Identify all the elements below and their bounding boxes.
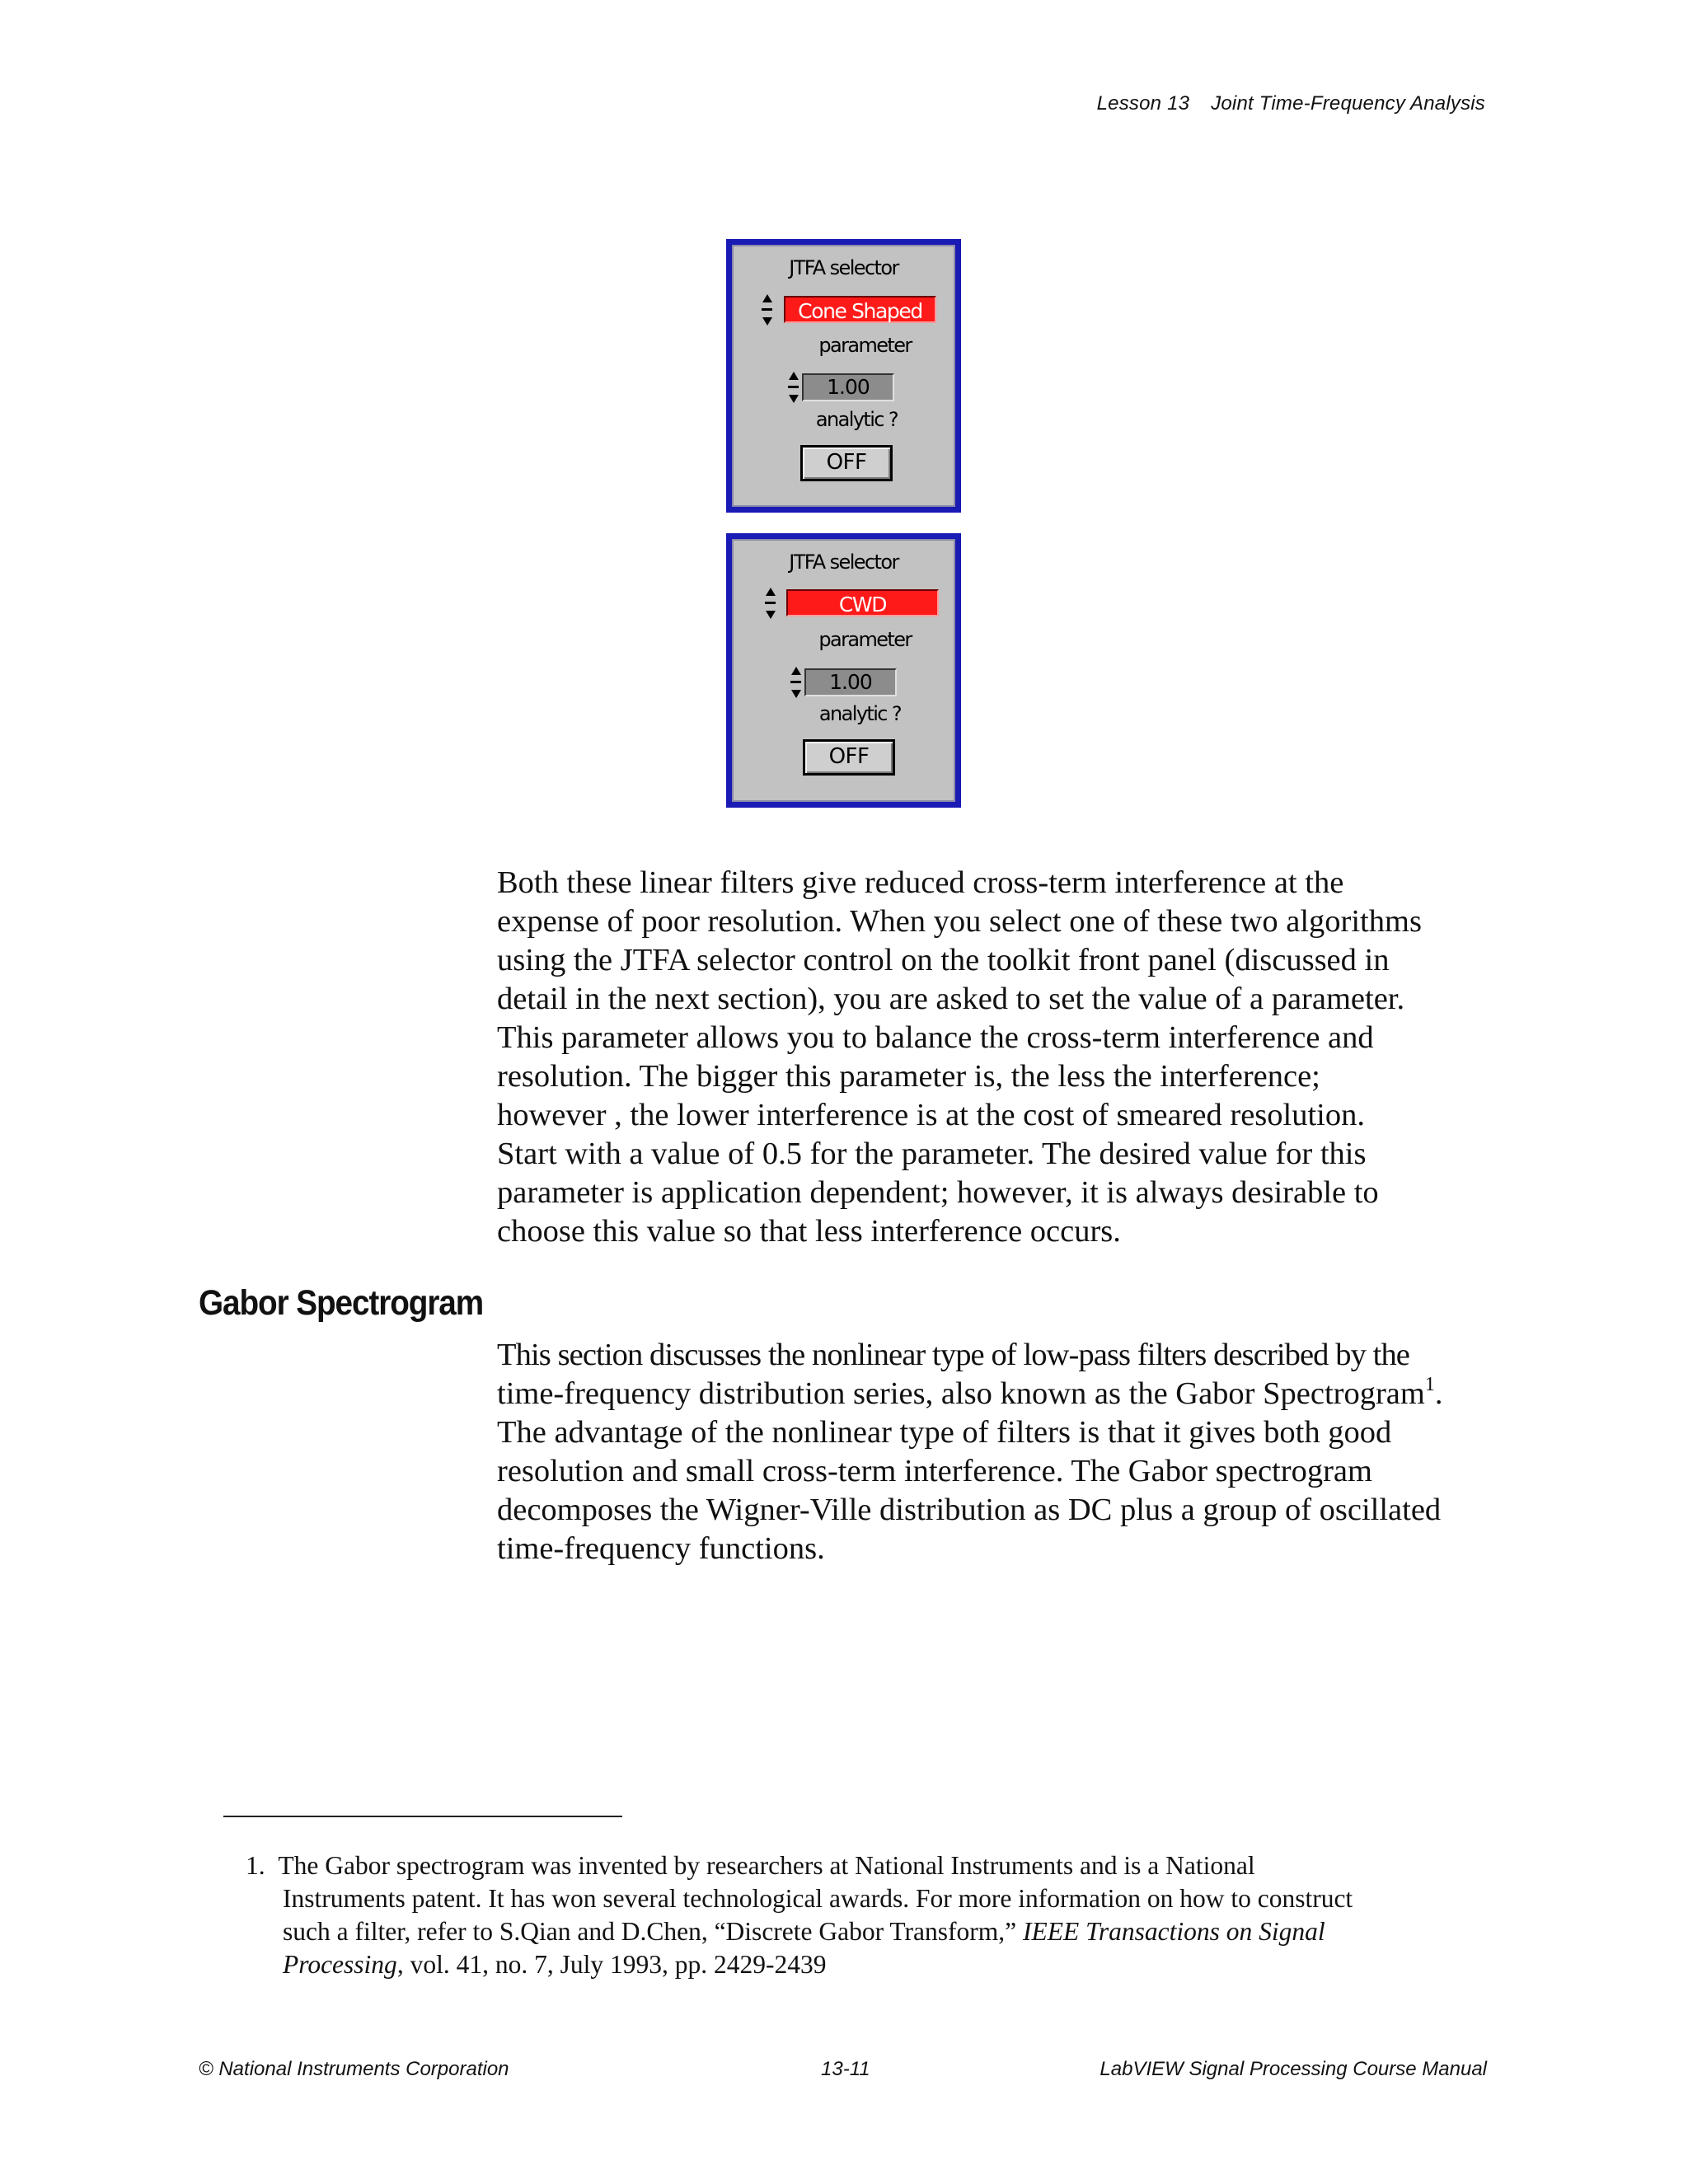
journal-title: IEEE Transactions on Signal bbox=[1022, 1917, 1325, 1946]
parameter-input[interactable]: 1.00 bbox=[802, 373, 894, 401]
paragraph-gabor bbox=[497, 1336, 1494, 1568]
jtfa-selector-ring[interactable]: Cone Shaped bbox=[784, 296, 936, 323]
text-line: The advantage of the nonlinear type of filters is that it gives both good bbox=[497, 1415, 1392, 1450]
text-line: detail in the next section), you are asked to set the value of a parameter. bbox=[497, 982, 1405, 1016]
selector-increment-icon[interactable] bbox=[765, 586, 776, 621]
text-line: decomposes the Wigner-Ville distribution as DC plus a group of oscillated bbox=[497, 1493, 1442, 1527]
parameter-label: parameter bbox=[818, 334, 912, 357]
lesson-number: Lesson 13 bbox=[1096, 92, 1190, 115]
analytic-toggle-button[interactable]: OFF bbox=[800, 445, 893, 481]
text-segment: time-frequency distribution series, also known as the Gabor Spectrogram bbox=[497, 1376, 1425, 1411]
footnote-line: Instruments patent. It has won several technological awards. For more information on how to construct bbox=[283, 1884, 1353, 1913]
analytic-label: analytic ? bbox=[818, 702, 902, 725]
text-segment: The Gabor spectrogram was invented by researchers at National Instruments and is a National bbox=[278, 1851, 1255, 1880]
selector-increment-icon[interactable] bbox=[762, 293, 773, 327]
journal-title: Processing bbox=[283, 1950, 397, 1979]
text-line: Both these linear filters give reduced cross-term interference at the bbox=[497, 865, 1344, 900]
jtfa-panel-cone-shaped bbox=[726, 239, 961, 513]
page-number: 13-11 bbox=[821, 2058, 870, 2080]
footnote-line bbox=[246, 1948, 1482, 1981]
text-line: This parameter allows you to balance the cross-term interference and bbox=[497, 1020, 1374, 1055]
footnote-number: 1. bbox=[246, 1851, 265, 1880]
jtfa-selector-label: JTFA selector bbox=[789, 256, 898, 279]
text-line-with-footnote bbox=[497, 1375, 1494, 1413]
text-line: parameter is application dependent; however, it is always desirable to bbox=[497, 1175, 1379, 1210]
footer-copyright: © National Instruments Corporation bbox=[199, 2058, 509, 2080]
text-line: This section discusses the nonlinear type of low-pass filters described by the bbox=[497, 1338, 1409, 1372]
lesson-title: Joint Time-Frequency Analysis bbox=[1211, 92, 1485, 115]
text-segment: . bbox=[1434, 1376, 1443, 1411]
parameter-input[interactable]: 1.00 bbox=[804, 668, 897, 696]
analytic-label: analytic ? bbox=[815, 408, 898, 431]
jtfa-selector-label: JTFA selector bbox=[789, 551, 898, 574]
text-line: choose this value so that less interference occurs. bbox=[497, 1214, 1121, 1249]
section-heading: Gabor Spectrogram bbox=[199, 1283, 484, 1323]
analytic-toggle-button[interactable]: OFF bbox=[803, 739, 895, 776]
parameter-label: parameter bbox=[818, 628, 912, 651]
paragraph-linear-filters bbox=[497, 864, 1494, 1251]
parameter-increment-icon[interactable] bbox=[788, 370, 799, 405]
footnote bbox=[246, 1849, 1482, 1981]
footnote-ref-link[interactable]: 1 bbox=[1424, 1374, 1435, 1395]
footnote-line bbox=[246, 1849, 1482, 1882]
text-segment: , vol. 41, no. 7, July 1993, pp. 2429-2439 bbox=[396, 1950, 827, 1979]
text-line: expense of poor resolution. When you select one of these two algorithms bbox=[497, 904, 1422, 939]
text-line: time-frequency functions. bbox=[497, 1531, 825, 1566]
footer-manual-title: LabVIEW Signal Processing Course Manual bbox=[1100, 2058, 1487, 2080]
footnote-line bbox=[246, 1915, 1482, 1948]
parameter-increment-icon[interactable] bbox=[790, 665, 802, 700]
jtfa-selector-ring[interactable]: CWD bbox=[786, 589, 939, 616]
jtfa-panel-cwd bbox=[726, 533, 961, 808]
footnote-divider bbox=[223, 1816, 622, 1817]
text-line: resolution. The bigger this parameter is, the less the interference; bbox=[497, 1059, 1320, 1094]
text-line: however , the lower interference is at the cost of smeared resolution. bbox=[497, 1098, 1365, 1132]
text-segment: such a filter, refer to S.Qian and D.Chen, “Discrete Gabor Transform,” bbox=[283, 1917, 1023, 1946]
running-header bbox=[1097, 92, 1485, 115]
text-line: Start with a value of 0.5 for the parameter. The desired value for this bbox=[497, 1137, 1367, 1171]
text-line: resolution and small cross-term interference. The Gabor spectrogram bbox=[497, 1454, 1372, 1488]
text-line: using the JTFA selector control on the toolkit front panel (discussed in bbox=[497, 943, 1390, 977]
